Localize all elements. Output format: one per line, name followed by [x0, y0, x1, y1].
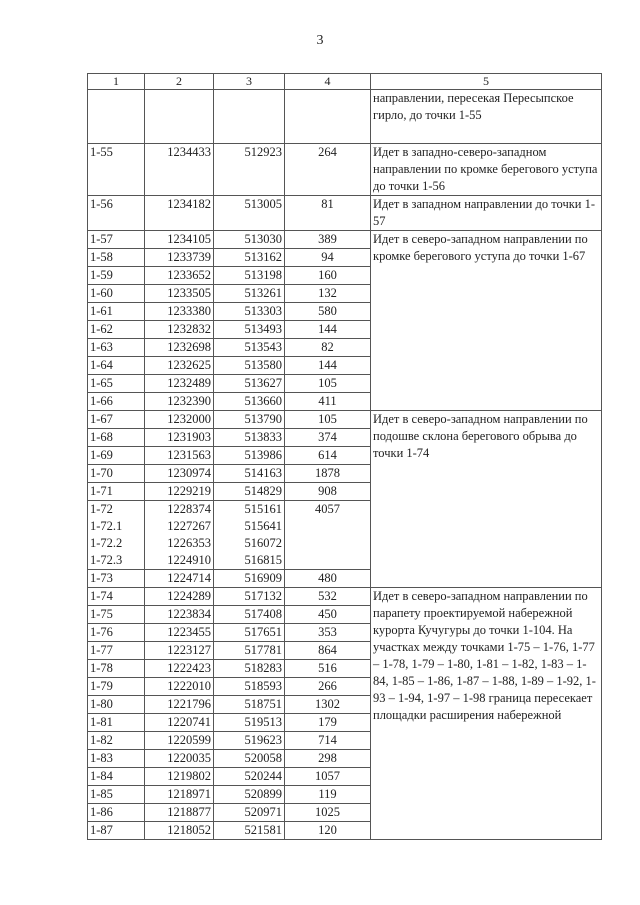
header-col-5: 5 — [371, 74, 602, 90]
x-coordinate-cell: 1232625 — [145, 357, 214, 375]
segment-length-cell: 532 — [285, 588, 371, 606]
x-coordinate-cell: 1231563 — [145, 447, 214, 465]
x-coordinate-cell: 1218052 — [145, 822, 214, 840]
header-col-3: 3 — [214, 74, 285, 90]
point-cell: 1-85 — [88, 786, 145, 804]
segment-length-cell: 105 — [285, 411, 371, 429]
x-coordinate-cell: 1233380 — [145, 303, 214, 321]
y-coordinate-cell: 513833 — [214, 429, 285, 447]
y-coordinate-cell: 517651 — [214, 624, 285, 642]
point-cell: 1-57 — [88, 231, 145, 249]
table-row — [88, 411, 602, 429]
point-cell: 1-58 — [88, 249, 145, 267]
segment-length-cell: 1057 — [285, 768, 371, 786]
point-cell: 1-61 — [88, 303, 145, 321]
point-cell: 1-70 — [88, 465, 145, 483]
y-coordinate-cell: 517132 — [214, 588, 285, 606]
header-col-2: 2 — [145, 74, 214, 90]
route-description: Идет в северо-западном направлении по парапету проектируемой набережной курорта Кучугуры до точки 1-104. На участках между точками 1-75 – 1-76, 1-77 – 1-78, 1-79 – 1-80, 1-81 – 1-82, 1-83 – 1-84, 1-85 – 1-86, 1-87 – 1-88, 1-89 – 1-92, 1-93 – 1-94, 1-97 – 1-98 граница пересекает площадки расширения набережной — [371, 588, 602, 840]
x-coordinate-cell: 1232390 — [145, 393, 214, 411]
point-cell: 1-71 — [88, 483, 145, 501]
x-coordinate-cell: 1223127 — [145, 642, 214, 660]
route-description: Идет в северо-западном направлении по подошве склона берегового обрыва до точки 1-74 — [371, 411, 602, 588]
segment-length-cell: 1878 — [285, 465, 371, 483]
point-cell: 1-86 — [88, 804, 145, 822]
point-cell: 1-63 — [88, 339, 145, 357]
segment-length-cell: 82 — [285, 339, 371, 357]
x-coordinate-cell: 1232000 — [145, 411, 214, 429]
point-cell: 1-81 — [88, 714, 145, 732]
y-coordinate-cell: 513261 — [214, 285, 285, 303]
segment-length-cell: 144 — [285, 357, 371, 375]
segment-length-cell: 144 — [285, 321, 371, 339]
point-cell: 1-67 — [88, 411, 145, 429]
y-coordinate-cell: 515161 515641 516072 516815 — [214, 501, 285, 570]
table-row — [88, 231, 602, 249]
x-coordinate-cell: 1231903 — [145, 429, 214, 447]
point-cell: 1-68 — [88, 429, 145, 447]
y-coordinate-cell: 520899 — [214, 786, 285, 804]
segment-length-cell: 264 — [285, 144, 371, 196]
y-coordinate-cell: 519513 — [214, 714, 285, 732]
segment-length-cell: 864 — [285, 642, 371, 660]
table-header-row — [88, 74, 602, 90]
segment-length-cell: 714 — [285, 732, 371, 750]
x-coordinate-cell: 1223455 — [145, 624, 214, 642]
segment-length-cell: 908 — [285, 483, 371, 501]
point-cell: 1-73 — [88, 570, 145, 588]
point-cell: 1-69 — [88, 447, 145, 465]
y-coordinate-cell: 516909 — [214, 570, 285, 588]
x-coordinate-cell: 1222010 — [145, 678, 214, 696]
y-coordinate-cell: 513303 — [214, 303, 285, 321]
table-row — [88, 588, 602, 606]
y-coordinate-cell: 513986 — [214, 447, 285, 465]
segment-length-cell: 389 — [285, 231, 371, 249]
point-cell: 1-79 — [88, 678, 145, 696]
segment-length-cell: 179 — [285, 714, 371, 732]
x-coordinate-cell: 1234105 — [145, 231, 214, 249]
y-coordinate-cell: 517408 — [214, 606, 285, 624]
y-coordinate-cell: 513005 — [214, 196, 285, 231]
y-coordinate-cell: 518751 — [214, 696, 285, 714]
point-cell: 1-59 — [88, 267, 145, 285]
y-coordinate-cell: 518593 — [214, 678, 285, 696]
segment-length-cell: 132 — [285, 285, 371, 303]
segment-length-cell: 411 — [285, 393, 371, 411]
table-row — [88, 144, 602, 196]
y-coordinate-cell: 517781 — [214, 642, 285, 660]
point-cell: 1-87 — [88, 822, 145, 840]
x-coordinate-cell: 1229219 — [145, 483, 214, 501]
segment-length-cell: 298 — [285, 750, 371, 768]
coordinates-table — [87, 73, 602, 840]
segment-length-cell: 580 — [285, 303, 371, 321]
header-col-4: 4 — [285, 74, 371, 90]
segment-length-cell: 1302 — [285, 696, 371, 714]
x-coordinate-cell: 1222423 — [145, 660, 214, 678]
point-cell: 1-56 — [88, 196, 145, 231]
y-coordinate-cell: 513162 — [214, 249, 285, 267]
segment-length-cell: 105 — [285, 375, 371, 393]
y-coordinate-cell: 512923 — [214, 144, 285, 196]
segment-length-cell: 353 — [285, 624, 371, 642]
route-description: Идет в западном направлении до точки 1-57 — [371, 196, 602, 231]
segment-length-cell: 480 — [285, 570, 371, 588]
x-coordinate-cell: 1220035 — [145, 750, 214, 768]
x-coordinate-cell: 1219802 — [145, 768, 214, 786]
point-cell: 1-82 — [88, 732, 145, 750]
y-coordinate-cell: 514829 — [214, 483, 285, 501]
y-coordinate-cell: 520244 — [214, 768, 285, 786]
y-coordinate-cell: 513627 — [214, 375, 285, 393]
x-coordinate-cell: 1234182 — [145, 196, 214, 231]
segment-length-cell: 81 — [285, 196, 371, 231]
route-description: Идет в западно-северо-западном направлении по кромке берегового уступа до точки 1-56 — [371, 144, 602, 196]
x-coordinate-cell: 1223834 — [145, 606, 214, 624]
y-coordinate-cell: 519623 — [214, 732, 285, 750]
table-row — [88, 196, 602, 231]
x-coordinate-cell: 1228374 1227267 1226353 1224910 — [145, 501, 214, 570]
x-coordinate-cell: 1232489 — [145, 375, 214, 393]
point-cell: 1-60 — [88, 285, 145, 303]
continuation-description: направлении, пересекая Пересыпское гирло, до точки 1-55 — [371, 90, 602, 144]
point-cell: 1-75 — [88, 606, 145, 624]
header-col-1: 1 — [88, 74, 145, 90]
point-cell: 1-78 — [88, 660, 145, 678]
route-description: Идет в северо-западном направлении по кромке берегового уступа до точки 1-67 — [371, 231, 602, 411]
point-cell: 1-64 — [88, 357, 145, 375]
x-coordinate-cell: 1232698 — [145, 339, 214, 357]
y-coordinate-cell: 513198 — [214, 267, 285, 285]
y-coordinate-cell: 513543 — [214, 339, 285, 357]
segment-length-cell: 120 — [285, 822, 371, 840]
point-cell: 1-84 — [88, 768, 145, 786]
y-coordinate-cell: 514163 — [214, 465, 285, 483]
point-cell: 1-77 — [88, 642, 145, 660]
x-coordinate-cell: 1224289 — [145, 588, 214, 606]
y-coordinate-cell: 513660 — [214, 393, 285, 411]
point-cell: 1-76 — [88, 624, 145, 642]
point-cell: 1-62 — [88, 321, 145, 339]
x-coordinate-cell: 1220599 — [145, 732, 214, 750]
x-coordinate-cell: 1233652 — [145, 267, 214, 285]
x-coordinate-cell: 1232832 — [145, 321, 214, 339]
point-cell: 1-80 — [88, 696, 145, 714]
point-cell: 1-65 — [88, 375, 145, 393]
x-coordinate-cell: 1234433 — [145, 144, 214, 196]
y-coordinate-cell: 513493 — [214, 321, 285, 339]
y-coordinate-cell: 513030 — [214, 231, 285, 249]
point-cell: 1-66 — [88, 393, 145, 411]
y-coordinate-cell: 518283 — [214, 660, 285, 678]
point-cell: 1-55 — [88, 144, 145, 196]
y-coordinate-cell: 520058 — [214, 750, 285, 768]
segment-length-cell: 119 — [285, 786, 371, 804]
x-coordinate-cell: 1218971 — [145, 786, 214, 804]
y-coordinate-cell: 521581 — [214, 822, 285, 840]
page-number: 3 — [316, 33, 324, 48]
segment-length-cell: 374 — [285, 429, 371, 447]
segment-length-cell: 94 — [285, 249, 371, 267]
x-coordinate-cell: 1230974 — [145, 465, 214, 483]
x-coordinate-cell: 1233739 — [145, 249, 214, 267]
x-coordinate-cell: 1224714 — [145, 570, 214, 588]
point-cell: 1-83 — [88, 750, 145, 768]
segment-length-cell: 4057 — [285, 501, 371, 570]
x-coordinate-cell: 1233505 — [145, 285, 214, 303]
segment-length-cell: 516 — [285, 660, 371, 678]
segment-length-cell: 266 — [285, 678, 371, 696]
x-coordinate-cell: 1218877 — [145, 804, 214, 822]
y-coordinate-cell: 513580 — [214, 357, 285, 375]
point-cell: 1-72 1-72.1 1-72.2 1-72.3 — [88, 501, 145, 570]
continuation-row — [88, 90, 602, 144]
segment-length-cell: 160 — [285, 267, 371, 285]
point-cell: 1-74 — [88, 588, 145, 606]
segment-length-cell: 614 — [285, 447, 371, 465]
segment-length-cell: 450 — [285, 606, 371, 624]
x-coordinate-cell: 1220741 — [145, 714, 214, 732]
x-coordinate-cell: 1221796 — [145, 696, 214, 714]
y-coordinate-cell: 520971 — [214, 804, 285, 822]
segment-length-cell: 1025 — [285, 804, 371, 822]
y-coordinate-cell: 513790 — [214, 411, 285, 429]
